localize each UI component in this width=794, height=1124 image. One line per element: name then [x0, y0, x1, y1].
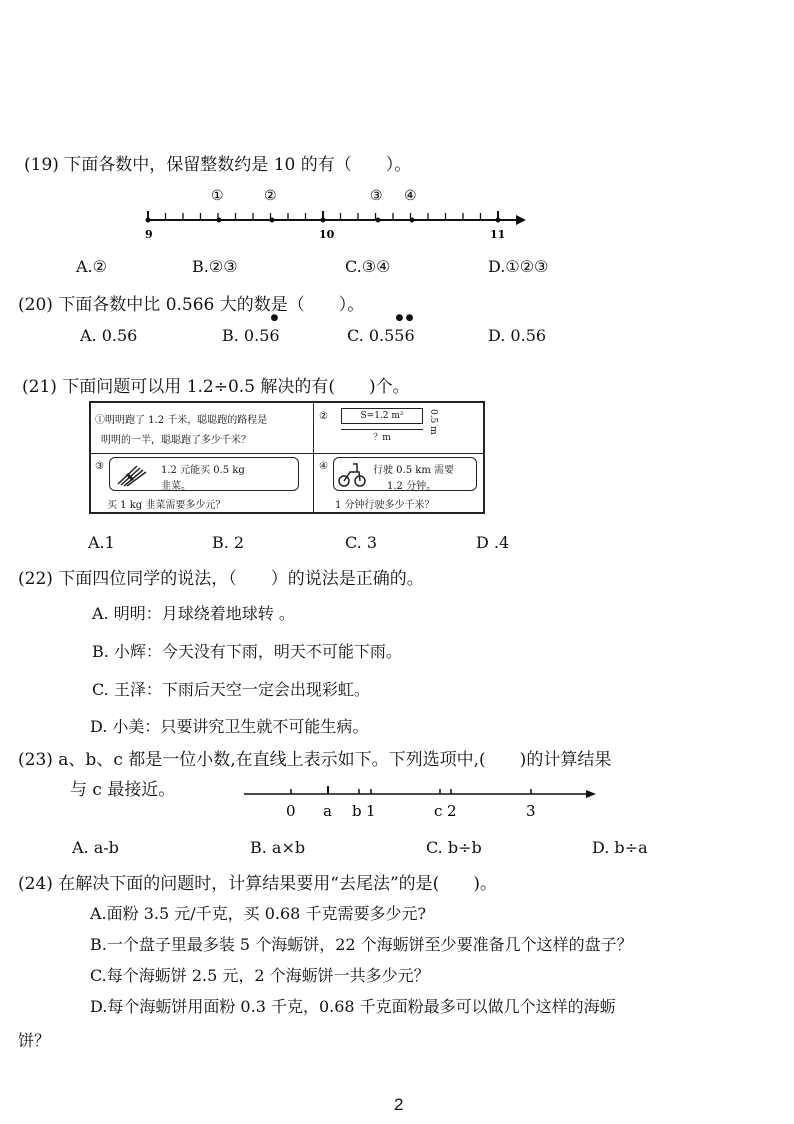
q21-cell3-line1: 1.2 元能买 0.5 kg: [161, 465, 245, 476]
q23-label-2: 2: [447, 802, 457, 820]
q23-option-b[interactable]: B. a×b: [250, 838, 306, 857]
q20-option-b-prefix: B. 0.5: [222, 326, 270, 345]
q21-cell2-number: ②: [319, 411, 328, 422]
q21-cell3-question: 买 1 kg 韭菜需要多少元？: [107, 500, 226, 511]
q19-axis-arrow: [516, 215, 526, 225]
q20-option-a[interactable]: A. 0.56: [80, 326, 138, 345]
q24-option-b[interactable]: B.一个盘子里最多装 5 个海蛎饼，22 个海蛎饼至少要准备几个这样的盘子？: [90, 935, 633, 954]
q21-cell1-line2: 明明的一半，聪聪跑了多少千米？: [101, 435, 251, 446]
q23-axis-arrow: [586, 790, 596, 798]
q19-stem: (19) 下面各数中，保留整数约是 10 的有（ ）。: [24, 155, 412, 175]
q21-cell4-number: ④: [319, 461, 328, 472]
q19-major-point: [496, 218, 501, 223]
q19-mark-1: ①: [211, 188, 224, 204]
q23-stem-line2: 与 c 最接近。: [70, 780, 176, 800]
q19-point-3: [376, 218, 381, 223]
q19-option-a[interactable]: A.②: [76, 257, 107, 276]
q19-point-4: [410, 218, 415, 223]
q19-mark-4: ④: [404, 188, 417, 204]
q22-stem: (22) 下面四位同学的说法，（ ）的说法是正确的。: [18, 569, 424, 589]
q21-cell2-side: 0.5 m: [428, 409, 438, 435]
q19-major-point: [321, 218, 326, 223]
q19-option-d[interactable]: D.①②③: [488, 257, 549, 276]
q23-label-3: 3: [526, 802, 536, 820]
q21-cell3-line2: 韭菜。: [161, 481, 191, 492]
q22-option-b[interactable]: B. 小辉：今天没有下雨，明天不可能下雨。: [92, 642, 402, 661]
q23-number-line: [240, 770, 600, 822]
q23-label-0: 0: [286, 802, 296, 820]
q21-problem-table: [89, 401, 485, 514]
q20-option-c-repeat-digit-1: ● 5: [394, 326, 404, 345]
q19-label-11: 11: [490, 228, 506, 241]
q21-divider-vertical: [313, 403, 314, 512]
q19-point-1: [217, 218, 222, 223]
q21-cell3-number: ③: [95, 461, 104, 472]
q23-option-c[interactable]: C. b÷b: [426, 838, 482, 857]
q21-cell4-line2: 1.2 分钟。: [387, 481, 437, 492]
q21-cell4-line1: 行驶 0.5 km 需要: [373, 465, 454, 476]
q21-divider-horizontal: [91, 453, 483, 454]
q23-stem-line1: (23) a、b、c 都是一位小数,在直线上表示如下。下列选项中,( )的计算结果: [18, 750, 612, 770]
q24-option-a[interactable]: A.面粉 3.5 元/千克，买 0.68 千克需要多少元?: [90, 904, 427, 923]
q20-stem: (20) 下面各数中比 0.566 大的数是（ ）。: [18, 295, 365, 315]
q20-option-b[interactable]: [222, 326, 280, 345]
q19-label-10: 10: [319, 228, 335, 241]
q19-option-b[interactable]: B.②③: [192, 257, 238, 276]
q19-option-c[interactable]: C.③④: [345, 257, 391, 276]
q19-mark-3: ③: [370, 188, 383, 204]
q20-option-c[interactable]: [347, 326, 415, 345]
page-number: 2: [394, 1095, 404, 1114]
q24-option-c[interactable]: C.每个海蛎饼 2.5 元，2 个海蛎饼一共多少元？: [90, 966, 430, 985]
scooter-icon: [337, 460, 367, 488]
q20-option-c-repeat-digit-2: ● 6: [404, 326, 414, 345]
q19-mark-2: ②: [264, 188, 277, 204]
chives-icon: [115, 460, 151, 488]
q22-option-a[interactable]: A. 明明：月球绕着地球转 。: [92, 604, 295, 623]
q20-option-c-prefix: C. 0.5: [347, 326, 395, 345]
q19-number-line: [140, 182, 540, 242]
q19-major-point: [146, 218, 151, 223]
q21-cell1-line1: ①明明跑了 1.2 千米，聪聪跑的路程是: [95, 415, 268, 426]
q23-option-d[interactable]: D. b÷a: [592, 838, 648, 857]
q21-option-c[interactable]: C. 3: [345, 533, 378, 552]
q20-option-d[interactable]: D. 0.56: [488, 326, 547, 345]
q21-stem: (21) 下面问题可以用 1.2÷0.5 解决的有( )个。: [22, 377, 410, 397]
q22-option-c[interactable]: C. 王泽：下雨后天空一定会出现彩虹。: [92, 680, 370, 699]
q21-cell2-area: S=1.2 m²: [360, 411, 404, 421]
q22-option-d[interactable]: D. 小美：只要讲究卫生就不可能生病。: [90, 717, 369, 736]
q21-cell2-rectangle: [341, 408, 423, 424]
q23-label-a: a: [323, 802, 332, 820]
q24-stem: (24) 在解决下面的问题时，计算结果要用“去尾法”的是( )。: [18, 874, 497, 894]
q21-option-a[interactable]: A.1: [88, 533, 115, 552]
q24-option-d[interactable]: D.每个海蛎饼用面粉 0.3 千克，0.68 千克面粉最多可以做几个这样的海蛎: [90, 997, 616, 1016]
q23-label-c: c: [434, 802, 443, 820]
q24-option-d-wrap: 饼？: [18, 1031, 51, 1050]
q20-option-b-repeat-digit: ● 6: [269, 326, 279, 345]
q19-point-2: [270, 218, 275, 223]
q21-cell4-question: 1 分钟行驶多少千米？: [335, 500, 435, 511]
q23-label-b: b: [352, 802, 362, 820]
q21-option-d[interactable]: D .4: [476, 533, 510, 552]
q23-label-1: 1: [366, 802, 376, 820]
q23-option-a[interactable]: A. a-b: [72, 838, 119, 857]
q19-label-9: 9: [145, 228, 153, 241]
q21-option-b[interactable]: B. 2: [212, 533, 245, 552]
q21-cell2-unknown: ？m: [341, 429, 423, 443]
